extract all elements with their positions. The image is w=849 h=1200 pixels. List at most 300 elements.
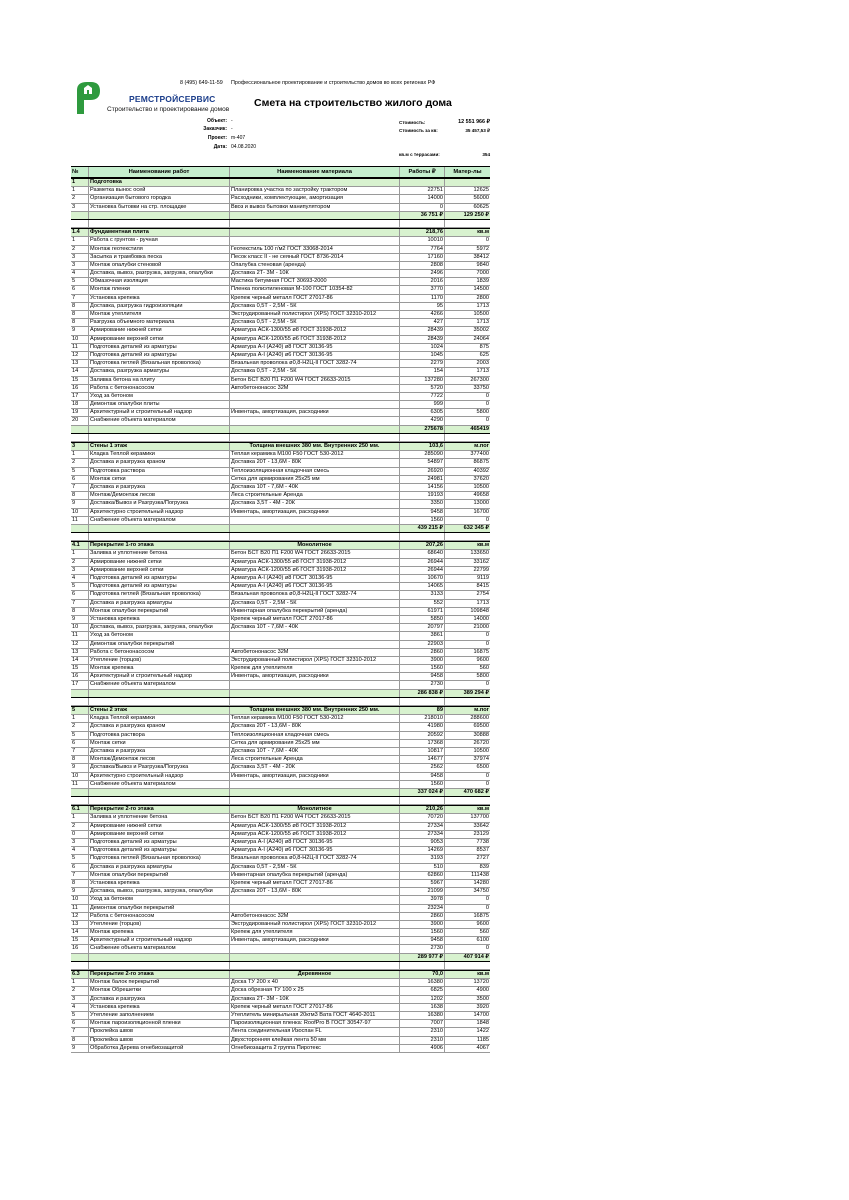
customer-label: Заказчик: [203,126,227,132]
cell-work: Уход за бетоном [89,393,230,400]
table-row [71,195,490,203]
cell-work: Установка крепежа [89,1004,230,1011]
cell-material [230,220,400,227]
cell-work: Доставка и разгрузка [89,996,230,1003]
table-row [71,945,490,953]
date-label: Дата: [213,144,227,150]
cell-number: 5 [71,583,89,590]
cell-number: 7 [71,295,89,302]
cell-material-cost: 875 [479,343,489,350]
cell-material [230,797,400,804]
cell-work-cost: 3900 [400,657,445,664]
cell-work: Проклейка швов [89,1028,230,1035]
cell-work-cost: 28439 [400,336,445,343]
cell-number: 8 [71,608,89,615]
cell-material: Теплоизоляционная кладочная смесь [230,468,400,475]
cell-material-cost: 133650 [470,550,489,557]
table-row [71,657,490,665]
cell-material-cost: 49658 [473,492,489,499]
cell-number: 11 [71,344,89,351]
cell-work: Подготовка [89,179,230,186]
table-row [71,575,490,583]
cell-material [230,533,400,540]
table-row [71,591,490,599]
cell-work: Установка крепежа [89,295,230,302]
object-value: - [231,118,233,124]
cell-work: Монтаж геотекстиля [89,246,230,253]
cell-work: Снабжение объекта материалом [89,681,230,688]
cell-work: Заливка и уплотнение бетона [89,814,230,821]
cell-material: Арматура А-I (А240) ø8 ГОСТ 30136-95 [230,839,400,846]
cell-material: Геотекстиль 100 г/м2 ГОСТ 33068-2014 [230,246,400,253]
table-row [71,921,490,929]
table-row [71,987,490,995]
cell-work: Монтаж сетки [89,740,230,747]
cell-material: Арматура АСК-1200/55 ø6 ГОСТ 31938-2012 [230,336,400,343]
cell-work [89,426,230,433]
cell-material-cost: 34750 [473,888,489,895]
cell-number [71,954,89,961]
cell-work-cost [400,797,445,804]
cell-material: Инвентарная опалубка перекрытий (аренда) [230,872,400,879]
subtotal-row [71,426,490,434]
cell-material [230,632,400,639]
cell-work-cost: 1560 [400,517,445,524]
cell-material: Доставка 10Т - 7,6М - 40К [230,748,400,755]
cell-material-cost: 33642 [473,822,489,829]
cell-work-cost: 54897 [400,459,445,466]
cell-material: Доставка 0,5Т - 2,5М - 5К [230,864,400,871]
cell-work: Снабжение объекта материалом [89,781,230,788]
cell-work [89,698,230,705]
table-row [71,929,490,937]
cell-material: Доставка 0,5Т - 2,5М - 5К [230,600,400,607]
cell-work-cost: 9458 [400,937,445,944]
cell-material-cost [445,179,490,186]
cell-work-cost: 23234 [400,905,445,912]
table-row [71,600,490,608]
cell-work: Фундаментная плита [89,229,230,236]
table-row [71,246,490,254]
cell-work: Доставка, вывоз, разгрузка, загрузка, опалубки [89,270,230,277]
cell-work: Демонтаж опалубки перекрытий [89,905,230,912]
cell-work-cost: 2310 [400,1037,445,1044]
table-row [71,327,490,335]
cell-material-cost: 377400 [470,451,489,458]
cell-number [71,212,89,219]
cell-work-cost: 95 [400,303,445,310]
cell-number: 6.3 [71,971,89,978]
cell-number: 14 [71,929,89,936]
table-row [71,295,490,303]
cell-material-cost: 0 [485,417,489,424]
cell-work-cost: 1045 [400,352,445,359]
cell-material-cost: 1713 [476,319,489,326]
cell-number: 1 [71,179,89,186]
cell-material [230,962,400,969]
cell-material: Автобетононасос 32М [230,913,400,920]
cell-number: 2 [71,723,89,730]
cost-per-sqm-label: Стоимость за кв: [399,128,438,133]
cell-work: Монтаж/Демонтаж лесов [89,492,230,499]
cell-work: Доставка, вывоз, разгрузка, загрузка, опалубки [89,888,230,895]
cell-work-cost [400,220,445,227]
cell-work-cost: 10010 [400,237,445,244]
cell-material: Доставка 10Т - 7,6М - 40К [230,624,400,631]
cell-material-cost: 24064 [473,335,489,342]
cell-material-cost: 0 [485,237,489,244]
cell-number: 6 [71,476,89,483]
table-row [71,880,490,888]
cell-work-cost: 3770 [400,286,445,293]
cell-number: 10 [71,509,89,516]
table-row [71,1004,490,1012]
table-row [71,937,490,945]
cell-material-cost: 3500 [476,995,489,1002]
cell-material-cost: 1839 [476,278,489,285]
table-row [71,673,490,681]
cell-material: Теплая керамика М100 F50 ГОСТ 530-2012 [230,715,400,722]
table-row [71,286,490,294]
cell-number: 1 [71,451,89,458]
cell-work: Снабжение объекта материалом [89,945,230,952]
cell-material-cost [445,698,490,705]
cell-work: Архитектурный и строительный надзор [89,409,230,416]
cell-material: Арматура А-I (А240) ø6 ГОСТ 30136-95 [230,352,400,359]
cell-material [230,945,400,952]
cell-material: Экструдированный полистирол (XPS) ГОСТ 32310-2012 [230,921,400,928]
cell-work: Разгрузка объемного материала [89,319,230,326]
cell-work [89,212,230,219]
cell-material: Пароизоляционная пленка: RoofPro В ГОСТ 30547-97 [230,1020,400,1027]
cell-work: Доставка и разгрузка краном [89,459,230,466]
cell-material-cost: 10500 [473,747,489,754]
table-row [71,352,490,360]
cell-work: Монтаж утеплителя [89,311,230,318]
blank-row [71,962,490,970]
cell-material-cost: кв.м [477,542,489,549]
cell-material: Монолитное [230,806,400,813]
cell-number: 8 [71,492,89,499]
cell-material: Сетка для армирования 25х25 мм [230,740,400,747]
cell-material-cost: 8537 [476,847,489,854]
cell-work-cost: 2730 [400,945,445,952]
cell-work-cost: 19193 [400,492,445,499]
cell-material-cost: 21000 [473,624,489,631]
cell-work-cost: 14269 [400,847,445,854]
cell-material: Теплая керамика М100 F50 ГОСТ 530-2012 [230,451,400,458]
cell-material: Лента соединительная Изоспан FL [230,1028,400,1035]
cell-number [71,797,89,804]
cell-number [71,698,89,705]
cell-number: 1 [71,715,89,722]
cell-work-cost: 70,0 [400,971,445,978]
cell-number: 10 [71,336,89,343]
cell-material-cost: кв.м [477,971,489,977]
table-row [71,254,490,262]
cell-work: Архитектурный и строительный надзор [89,673,230,680]
cell-work-cost: 999 [400,401,445,408]
cell-work-cost: 22751 [400,187,445,194]
cell-work-cost: 2730 [400,681,445,688]
cell-material-cost: 0 [485,401,489,408]
cell-material-cost: 2800 [476,294,489,301]
table-row [71,262,490,270]
table-row [71,896,490,904]
cell-material-cost: 14000 [473,615,489,622]
cell-material-cost: 0 [485,772,489,779]
cell-number: 17 [71,393,89,400]
cell-work-cost: 62860 [400,872,445,879]
blank-row [71,220,490,228]
cell-material-cost: 267300 [470,376,489,383]
cell-work: Доставка, разгрузка гидроизоляции [89,303,230,310]
cell-material-cost: 6500 [476,764,489,771]
cell-work: Снабжение объекта материалом [89,417,230,424]
cell-material: Леса строительные Аренда [230,492,400,499]
cell-material: Арматура А-I (А240) ø6 ГОСТ 30136-95 [230,583,400,590]
cell-work: Монтаж/Демонтаж лесов [89,756,230,763]
cell-work: Утепление (торцов) [89,657,230,664]
cell-material-cost: 137700 [470,814,489,821]
cell-number: 19 [71,409,89,416]
cell-number: 10 [71,624,89,631]
table-row [71,492,490,500]
cell-material-cost: 1185 [476,1036,489,1043]
cell-material-cost: 470 682 ₽ [463,788,489,795]
cell-material: Бетон БСТ В20 П1 F200 W4 ГОСТ 26633-2015 [230,550,400,557]
cell-material: Доска ТУ 200 х 40 [230,979,400,986]
cell-material [230,237,400,244]
cell-work-cost: 70720 [400,814,445,821]
cell-material [230,781,400,788]
cell-work-cost: 1170 [400,295,445,302]
cell-number: 1 [71,550,89,557]
cell-material: Вязальная проволока ø0,8-Н2Ц-II ГОСТ 3282-74 [230,591,400,598]
cell-work-cost: 20797 [400,624,445,631]
table-row [71,888,490,896]
cell-number: 3 [71,567,89,574]
cell-work: Уход за бетоном [89,632,230,639]
cell-material: Инвентарная опалубка перекрытий (аренда) [230,608,400,615]
cell-material: Арматура АСК-1300/55 ø8 ГОСТ 31938-2012 [230,327,400,334]
cell-number: 4.1 [71,542,89,549]
table-row [71,336,490,344]
cell-material: Крепеж для утеплителя [230,665,400,672]
section-header-row [71,970,490,979]
table-row [71,1037,490,1045]
table-row [71,1028,490,1036]
cell-material: Бетон БСТ В20 П1 F200 W4 ГОСТ 26633-2015 [230,377,400,384]
company-logo [75,80,235,120]
cell-work-cost: 3350 [400,500,445,507]
cell-work-cost: 2279 [400,360,445,367]
cell-work-cost: 27334 [400,831,445,838]
cell-number: 2 [71,823,89,830]
cell-material: Арматура А-I (А240) ø8 ГОСТ 30136-95 [230,344,400,351]
company-slogan: Профессиональное проектирование и строительство домов во всех регионах РФ [231,80,436,86]
table-row [71,665,490,673]
cell-work-cost [400,698,445,705]
cell-number: 7 [71,872,89,879]
cell-number: 7 [71,748,89,755]
cell-material: Экструдированный полистирол (XPS) ГОСТ 32310-2012 [230,311,400,318]
table-row [71,500,490,508]
cell-material-cost: 0 [485,945,489,952]
table-row [71,681,490,689]
cell-material-cost: 0 [485,640,489,647]
cell-number: 9 [71,1045,89,1052]
cell-work: Подготовка деталей из арматуры [89,344,230,351]
cell-number: 17 [71,681,89,688]
cell-work: Уход за бетоном [89,896,230,903]
cell-work: Засыпка и трамбовка песка [89,254,230,261]
cell-material-cost: 30888 [473,731,489,738]
subtotal-row [71,212,490,220]
cell-work-cost: 5720 [400,385,445,392]
cell-work-cost [400,533,445,540]
subtotal-row [71,690,490,698]
cell-number: 2 [71,559,89,566]
cell-work-cost: 2310 [400,1028,445,1035]
cell-number: 14 [71,657,89,664]
cell-work-cost: 3861 [400,632,445,639]
table-row [71,368,490,376]
cell-work-cost: 289 977 ₽ [400,954,445,961]
cell-work-cost: 14156 [400,484,445,491]
cell-material [230,212,400,219]
cell-work: Стены 2 этаж [89,707,230,714]
cell-material: Двухсторонняя клейкая лента 50 мм [230,1037,400,1044]
cell-work [89,525,230,532]
cell-work: Монтаж Обрешетки [89,987,230,994]
subtotal-row [71,789,490,797]
cell-material-cost: 9840 [476,261,489,268]
area-value: 354 [482,152,490,157]
cell-number: 15 [71,377,89,384]
cell-material-cost [445,220,490,227]
cell-number: 5 [71,707,89,714]
cell-work: Доставка и разгрузка краном [89,723,230,730]
cell-number: 4 [71,847,89,854]
cell-work: Организация бытового городка [89,195,230,202]
table-row [71,360,490,368]
cell-number: 15 [71,665,89,672]
cell-number: 8 [71,319,89,326]
cell-number [71,525,89,532]
cell-number: 1.4 [71,229,89,236]
cell-work: Доставка и разгрузка арматуры [89,600,230,607]
cell-material-cost: 1422 [476,1028,489,1035]
cell-work-cost: 61971 [400,608,445,615]
table-row [71,641,490,649]
cell-number: 20 [71,417,89,424]
column-header-number: № [71,167,89,177]
blank-row [71,698,490,706]
cell-number: 7 [71,484,89,491]
cell-material [230,905,400,912]
cell-material-cost: 37974 [473,756,489,763]
table-row [71,913,490,921]
cell-number: 8 [71,303,89,310]
cell-number: 2 [71,459,89,466]
cell-material [230,789,400,796]
cell-number: 16 [71,945,89,952]
cell-work-cost: 1560 [400,665,445,672]
cell-material: Толщина внешних 380 мм. Внутренних 250 мм. [230,707,400,714]
cell-work-cost: 3978 [400,896,445,903]
cell-number [71,789,89,796]
cell-work: Монтаж опалубки стеновой [89,262,230,269]
cell-number: 10 [71,896,89,903]
cell-work: Подготовка деталей из арматуры [89,352,230,359]
total-cost-label: Стоимость: [399,120,426,125]
cell-number: 1 [71,187,89,194]
cell-work: Подготовка раствора [89,732,230,739]
table-row [71,748,490,756]
cell-work-cost: 9053 [400,839,445,846]
object-label: Объект: [207,118,227,124]
cell-material: Доставка 20Т - 13,6М - 80К [230,723,400,730]
cell-material [230,434,400,441]
table-row [71,723,490,731]
cell-work: Доставка и разгрузка [89,484,230,491]
cell-material-cost: 13720 [473,979,489,986]
cell-number: 11 [71,517,89,524]
cell-material-cost: 14500 [473,286,489,293]
cell-number [71,434,89,441]
cell-work: Монтаж пароизоляционной пленки [89,1020,230,1027]
cell-material-cost: 2754 [476,591,489,598]
cell-material: Арматура АСК-1300/55 ø8 ГОСТ 31938-2012 [230,559,400,566]
cell-material: Арматура А-I (А240) ø8 ГОСТ 30136-95 [230,575,400,582]
brand-tagline: Строительство и проектирование домов [107,106,230,113]
table-row [71,814,490,822]
cell-work-cost: 27334 [400,823,445,830]
cell-material: Экструдированный полистирол (XPS) ГОСТ 32310-2012 [230,657,400,664]
cell-material-cost: 10500 [473,483,489,490]
cell-material-cost: 4900 [476,987,489,994]
cell-number: 13 [71,649,89,656]
cell-work-cost: 1560 [400,781,445,788]
cell-material-cost: 16875 [473,648,489,655]
cell-number: 5 [71,468,89,475]
cell-work-cost: 10817 [400,748,445,755]
cell-material: Автобетононасос 32М [230,649,400,656]
cell-number: 12 [71,352,89,359]
cell-work-cost: 24981 [400,476,445,483]
cell-number: 11 [71,781,89,788]
cell-material-cost [445,962,490,969]
logo-house-icon [75,80,101,116]
cell-work-cost: 7722 [400,393,445,400]
cell-material: Доставка 10Т - 7,6М - 40К [230,484,400,491]
cell-work: Монтаж пленки [89,286,230,293]
table-row [71,459,490,467]
cell-work-cost: 7764 [400,246,445,253]
cell-material-cost: 560 [479,929,489,936]
table-row [71,855,490,863]
customer-value: - [231,126,233,132]
table-header-row [71,167,490,178]
cell-work-cost: 137280 [400,377,445,384]
cell-work-cost [400,179,445,186]
cell-material-cost: 33750 [473,384,489,391]
cell-work-cost: 2860 [400,913,445,920]
cell-material-cost: 465419 [470,425,489,432]
cell-work-cost: 1024 [400,344,445,351]
cell-material-cost: 14280 [473,879,489,886]
